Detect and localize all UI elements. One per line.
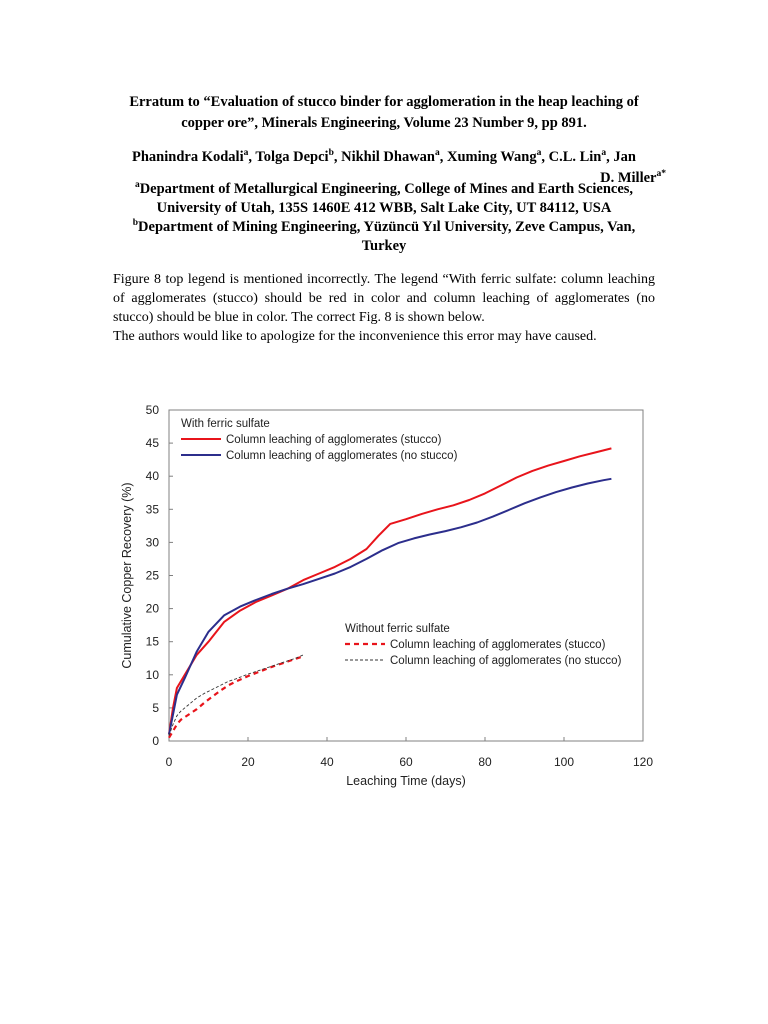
y-tick-label: 10 (145, 667, 159, 682)
x-tick-label: 80 (478, 755, 492, 769)
x-tick-label: 40 (320, 755, 334, 769)
y-tick-label: 25 (145, 568, 159, 583)
affiliation-mark: a (134, 180, 140, 191)
author-name: Nikhil Dhawan (341, 149, 435, 165)
author-affiliation-mark: a* (656, 169, 666, 180)
erratum-title (100, 92, 668, 134)
x-tick-label: 120 (632, 755, 654, 769)
y-tick-label: 40 (145, 469, 159, 484)
x-tick-label: 20 (241, 755, 255, 769)
author-affiliation-mark: a (536, 148, 542, 159)
y-tick-label: 5 (152, 700, 159, 715)
legend-entry-label: Column leaching of agglomerates (stucco) (390, 639, 606, 651)
author-affiliation-mark: a (435, 148, 440, 159)
author-affiliation-mark: a (243, 148, 249, 159)
legend-entry-label: Column leaching of agglomerates (stucco) (226, 434, 442, 446)
author-name-part: Jan (613, 149, 636, 165)
author-name: C.L. Lin (548, 149, 602, 165)
affiliations (100, 180, 668, 256)
y-tick-label: 15 (145, 634, 159, 649)
author-name: Phanindra Kodali (132, 149, 244, 165)
y-tick-label: 35 (145, 502, 159, 517)
y-tick-label: 20 (145, 601, 159, 616)
author-affiliation-mark: b (328, 148, 334, 159)
y-axis-label: Cumulative Copper Recovery (%) (120, 482, 134, 669)
legend-title: Without ferric sulfate (345, 623, 450, 635)
affiliation-b-line-2: Turkey (361, 238, 407, 254)
affiliation-mark: b (132, 218, 139, 229)
author-name-part: D. Miller (600, 170, 657, 186)
author-list: Phanindra Kodali$^a$, Tolga Depci$^b$, Nikhil Dhawan$^a$, Xuming Wang$^a$, C.L. Lin$^a$, Jan D. Miller$^{a*}$ (132, 148, 666, 186)
affiliation-b (100, 218, 668, 237)
affiliation-a-line-1: Department of Metallurgical Engineering, College of Mines and Earth Sciences, (139, 181, 634, 197)
affiliation-b-line-1: Department of Mining Engineering, Yüzüncü Yıl University, Zeve Campus, Van, (138, 219, 636, 235)
legend-entry-label: Column leaching of agglomerates (no stucco) (226, 450, 458, 462)
author-name: Xuming Wang (447, 149, 537, 165)
y-tick-label: 45 (145, 436, 159, 451)
figure-8 (100, 395, 660, 800)
x-tick-label: 0 (165, 755, 173, 769)
y-tick-label: 0 (152, 734, 159, 748)
x-tick-label: 60 (399, 755, 413, 769)
correction-paragraph: Figure 8 top legend is mentioned incorrectly. The legend “With ferric sulfate: column leaching of agglomerates (stucco) should be red in color and column leaching of agglomerates (no stucco) should be blue in color. The correct Fig. 8 is shown below. (113, 272, 655, 325)
x-tick-label: 100 (553, 755, 575, 769)
apology-sentence: The authors would like to apologize for the inconvenience this error may have caused. (113, 329, 597, 344)
legend-entry-label: Column leaching of agglomerates (no stucco) (390, 655, 622, 667)
x-axis-label: Leaching Time (days) (346, 774, 466, 788)
series-line-1 (169, 479, 611, 735)
y-tick-label: 30 (145, 535, 159, 550)
series-line-0 (169, 448, 611, 734)
erratum-body (113, 270, 655, 346)
affiliation-a-line-2: University of Utah, 135S 1460E 412 WBB, Salt Lake City, UT 84112, USA (156, 200, 612, 216)
legend-title: With ferric sulfate (181, 418, 270, 430)
author-name: Tolga Depci (255, 149, 329, 165)
recovery-chart (100, 395, 660, 795)
y-tick-label: 50 (145, 403, 159, 417)
affiliation-a (100, 180, 668, 199)
title-line-2: copper ore”, Minerals Engineering, Volume 23 Number 9, pp 891. (181, 115, 587, 131)
author-affiliation-mark: a (601, 148, 607, 159)
title-line-1: Erratum to “Evaluation of stucco binder for agglomeration in the heap leaching of (129, 94, 639, 110)
